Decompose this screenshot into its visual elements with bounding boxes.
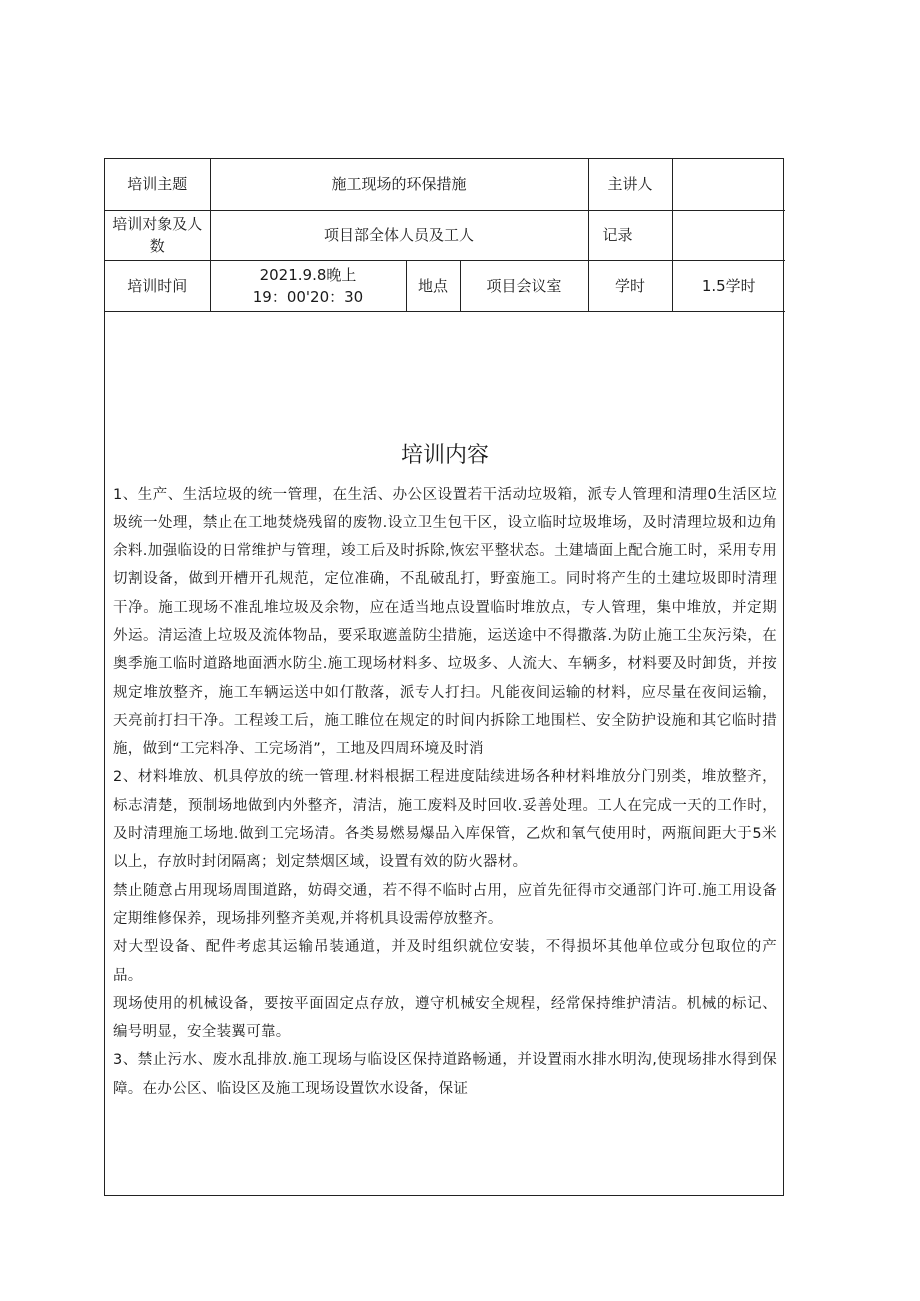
place-value: 项目会议室 <box>460 260 588 311</box>
time-label: 培训时间 <box>105 260 210 311</box>
content-paragraph: 3、禁止污水、废水乱排放.施工现场与临设区保持道路畅通，并设置雨水排水明沟,使现场排水得到保障。在办公区、临设区及施工现场设置饮水设备，保证 <box>113 1052 777 1097</box>
lecturer-label: 主讲人 <box>588 159 672 210</box>
training-info-table <box>105 159 785 312</box>
audience-label: 培训对象及人数 <box>105 210 210 260</box>
hours-label: 学时 <box>588 260 672 311</box>
place-label: 地点 <box>406 260 460 311</box>
topic-value: 施工现场的环保措施 <box>210 159 588 210</box>
recorder-label: 记录 <box>588 210 672 260</box>
content-paragraph: 现场使用的机械设备，要按平面固定点存放，遵守机械安全规程，经常保持维护清洁。机械的标记、编号明显，安全装翼可靠。 <box>113 995 777 1041</box>
content-paragraph: 对大型设备、配件考虑其运输吊装通道，并及时组织就位安装，不得损坏其他单位或分包取位的产品。 <box>113 939 777 984</box>
recorder-value <box>672 210 785 260</box>
table-row <box>105 210 785 260</box>
training-content <box>105 441 783 1104</box>
training-record-form <box>104 158 784 1196</box>
content-paragraph: 禁止随意占用现场周围道路，妨碍交通，若不得不临时占用，应首先征得市交通部门许可.施工用设备定期维修保养，现场排列整齐美观,并将机具设需停放整齐。 <box>113 882 777 927</box>
time-value: 2021.9.8晚上19：00'20：30 <box>210 260 406 311</box>
audience-value: 项目部全体人员及工人 <box>210 210 588 260</box>
hours-value: 1.5学时 <box>672 260 785 311</box>
content-title: 培训内容 <box>400 442 489 468</box>
table-row <box>105 159 785 210</box>
content-paragraph: 2、材料堆放、机具停放的统一管理.材料根据工程进度陆续进场各种材料堆放分门别类，堆放整齐，标志清楚，预制场地做到内外整齐，清洁，施工废料及时回收.妥善处理。工人在完成一天的工作时，及时清理施工场地.做到工完场清。各类易燃易爆品入库保管，乙炊和氧气使用时，两瓶间距大于5米以上，存放时封闭隔离；划定禁烟区域，设置有效的防火器材。 <box>113 769 777 871</box>
lecturer-value <box>672 159 785 210</box>
content-paragraph: 1、生产、生活垃圾的统一管理，在生活、办公区设置若干活动垃圾箱，派专人管理和清理0生活区垃圾统一处理，禁止在工地焚烧残留的废物.设立卫生包干区，设立临时垃圾堆场，及时清理垃圾和边角余料.加强临设的日常维护与管理，竣工后及时拆除,恢宏平整状态。土建墙面上配合施工时，采用专用切割设备，做到开槽开孔规范，定位准确，不乱破乱打，野蛮施工。同时将产生的土建垃圾即时清理干净。施工现场不准乱堆垃圾及余物，应在适当地点设置临时堆放点，专人管理，集中堆放，并定期外运。清运渣上垃圾及流体物品，要采取遮盖防尘措施，运送途中不得撒落.为防止施工尘灰污染，在奥季施工临时道路地面洒水防尘.施工现场材料多、垃圾多、人流大、车辆多，材料要及时卸货，并按规定堆放整齐，施工车辆运送中如仃散落，派专人打扫。凡能夜间运输的材料，应尽量在夜间运输，天亮前打扫干净。工程竣工后，施工睢位在规定的时间内拆除工地围栏、安全防护设施和其它临时措施，做到“工完料净、工完场消”，工地及四周环境及时消 <box>113 486 777 758</box>
topic-label: 培训主题 <box>105 159 210 210</box>
table-row <box>105 260 785 311</box>
